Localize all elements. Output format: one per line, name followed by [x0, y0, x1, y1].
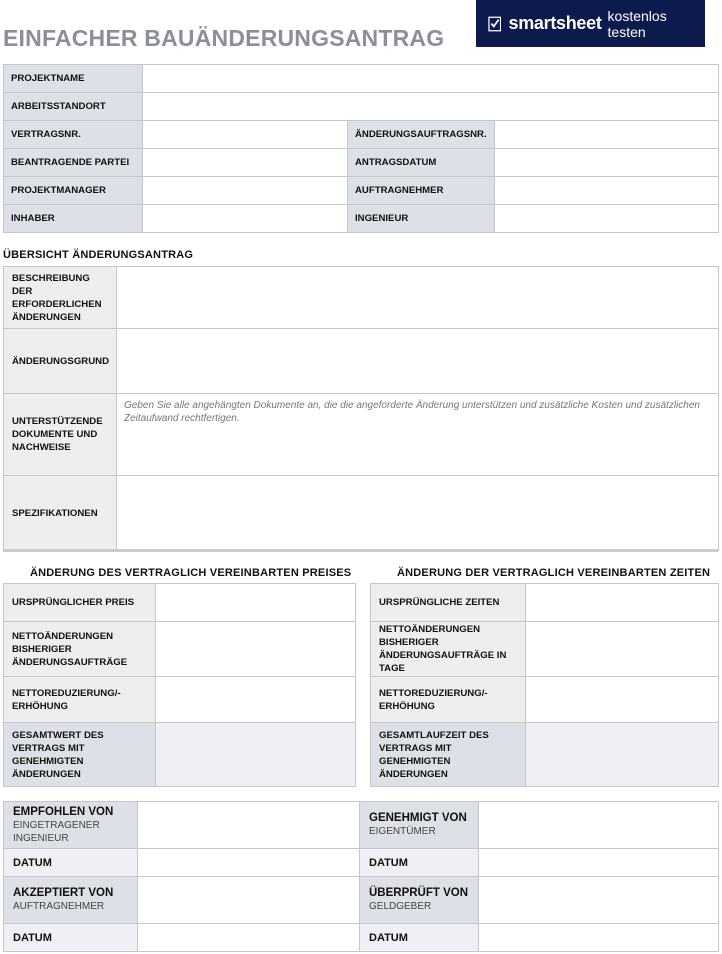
contract-no-field[interactable] — [143, 121, 348, 149]
supporting-docs-label: UNTERSTÜTZENDE DOKUMENTE UND NACHWEISE — [4, 394, 117, 476]
approved-by-label — [360, 802, 479, 849]
project-manager-label: PROJEKTMANAGER — [4, 177, 143, 205]
recommended-date-label: DATUM — [4, 849, 138, 877]
request-date-field[interactable] — [495, 149, 719, 177]
owner-label: INHABER — [4, 205, 143, 233]
original-time-label: URSPRÜNGLICHE ZEITEN — [371, 584, 526, 622]
net-reduction-price-label: NETTOREDUZIERUNG/-ERHÖHUNG — [4, 677, 156, 723]
accepted-by-label — [4, 877, 138, 924]
recommended-by-role: EINGETRAGENER INGENIEUR — [13, 819, 100, 844]
section-divider — [3, 549, 718, 552]
accepted-by-role: AUFTRAGNEHMER — [13, 901, 105, 912]
project-manager-field[interactable] — [143, 177, 348, 205]
recommended-by-field[interactable] — [138, 802, 360, 849]
net-changes-time-label: NETTOÄNDERUNGEN BISHERIGER ÄNDERUNGSAUFTRÄGE IN TAGE — [371, 622, 526, 677]
contractor-field[interactable] — [495, 177, 719, 205]
approved-by-title: GENEHMIGT VON — [369, 812, 467, 824]
page-title: EINFACHER BAUÄNDERUNGSANTRAG — [3, 25, 445, 51]
accepted-by-title: AKZEPTIERT VON — [13, 887, 114, 899]
net-reduction-price-field[interactable] — [156, 677, 356, 723]
accepted-date-label: DATUM — [4, 924, 138, 952]
approved-date-label: DATUM — [360, 849, 479, 877]
work-site-label: ARBEITSSTANDORT — [4, 93, 143, 121]
specifications-label: SPEZIFIKATIONEN — [4, 476, 117, 551]
supporting-docs-field[interactable]: Geben Sie alle angehängten Dokumente an, die die angeforderte Änderung unterstützen und zusätzliche Kosten und zusätzlichen Zeitaufwand rechtfertigen. — [117, 394, 719, 476]
reviewed-date-label: DATUM — [360, 924, 479, 952]
approved-by-field[interactable] — [479, 802, 719, 849]
recommended-by-title: EMPFOHLEN VON — [13, 805, 114, 818]
total-contract-value-label: GESAMTWERT DES VERTRAGS MIT GENEHMIGTEN ÄNDERUNGEN — [4, 723, 156, 787]
net-reduction-time-field[interactable] — [526, 677, 719, 723]
reason-field[interactable] — [117, 329, 719, 394]
engineer-label: INGENIEUR — [348, 205, 495, 233]
approved-by-role: EIGENTÜMER — [369, 826, 436, 837]
price-table — [3, 583, 356, 787]
request-date-label: ANTRAGSDATUM — [348, 149, 495, 177]
approved-date-field[interactable] — [479, 849, 719, 877]
overview-heading: ÜBERSICHT ÄNDERUNGSANTRAG — [3, 249, 194, 261]
project-name-field[interactable] — [143, 65, 719, 93]
contractor-label: AUFTRAGNEHMER — [348, 177, 495, 205]
smartsheet-trial-banner[interactable] — [476, 0, 705, 47]
change-order-no-label: ÄNDERUNGSAUFTRAGSNR. — [348, 121, 495, 149]
project-info-table — [3, 64, 719, 233]
signature-table — [3, 801, 719, 952]
total-contract-value-field[interactable] — [156, 723, 356, 787]
contract-no-label: VERTRAGSNR. — [4, 121, 143, 149]
description-field[interactable] — [117, 267, 719, 329]
reviewed-by-role: GELDGEBER — [369, 901, 432, 912]
work-site-field[interactable] — [143, 93, 719, 121]
reviewed-by-label — [360, 877, 479, 924]
requesting-party-field[interactable] — [143, 149, 348, 177]
requesting-party-label: BEANTRAGENDE PARTEI — [4, 149, 143, 177]
price-heading: ÄNDERUNG DES VERTRAGLICH VEREINBARTEN PREISES — [30, 567, 352, 579]
trial-link[interactable]: kostenlos testen — [607, 7, 667, 40]
net-reduction-time-label: NETTOREDUZIERUNG/-ERHÖHUNG — [371, 677, 526, 723]
reviewed-by-field[interactable] — [479, 877, 719, 924]
net-changes-time-field[interactable] — [526, 622, 719, 677]
time-table — [370, 583, 719, 787]
accepted-date-field[interactable] — [138, 924, 360, 952]
net-changes-price-field[interactable] — [156, 622, 356, 677]
original-time-field[interactable] — [526, 584, 719, 622]
recommended-date-field[interactable] — [138, 849, 360, 877]
accepted-by-field[interactable] — [138, 877, 360, 924]
time-heading: ÄNDERUNG DER VERTRAGLICH VEREINBARTEN ZEITEN — [397, 567, 711, 579]
original-price-label: URSPRÜNGLICHER PREIS — [4, 584, 156, 622]
change-order-no-field[interactable] — [495, 121, 719, 149]
brand-name: smartsheet — [508, 13, 602, 33]
total-contract-duration-field[interactable] — [526, 723, 719, 787]
recommended-by-label — [4, 802, 138, 849]
description-label: BESCHREIBUNG DER ERFORDERLICHEN ÄNDERUNGEN — [4, 267, 117, 329]
engineer-field[interactable] — [495, 205, 719, 233]
smartsheet-logo-icon — [488, 16, 501, 32]
reviewed-by-title: ÜBERPRÜFT VON — [369, 887, 469, 899]
owner-field[interactable] — [143, 205, 348, 233]
project-name-label: PROJEKTNAME — [4, 65, 143, 93]
total-contract-duration-label: GESAMTLAUFZEIT DES VERTRAGS MIT GENEHMIGTEN ÄNDERUNGEN — [371, 723, 526, 787]
reviewed-date-field[interactable] — [479, 924, 719, 952]
original-price-field[interactable] — [156, 584, 356, 622]
reason-label: ÄNDERUNGSGRUND — [4, 329, 117, 394]
specifications-field[interactable] — [117, 476, 719, 551]
net-changes-price-label: NETTOÄNDERUNGEN BISHERIGER ÄNDERUNGSAUFTRÄGE — [4, 622, 156, 677]
overview-table — [3, 266, 719, 551]
